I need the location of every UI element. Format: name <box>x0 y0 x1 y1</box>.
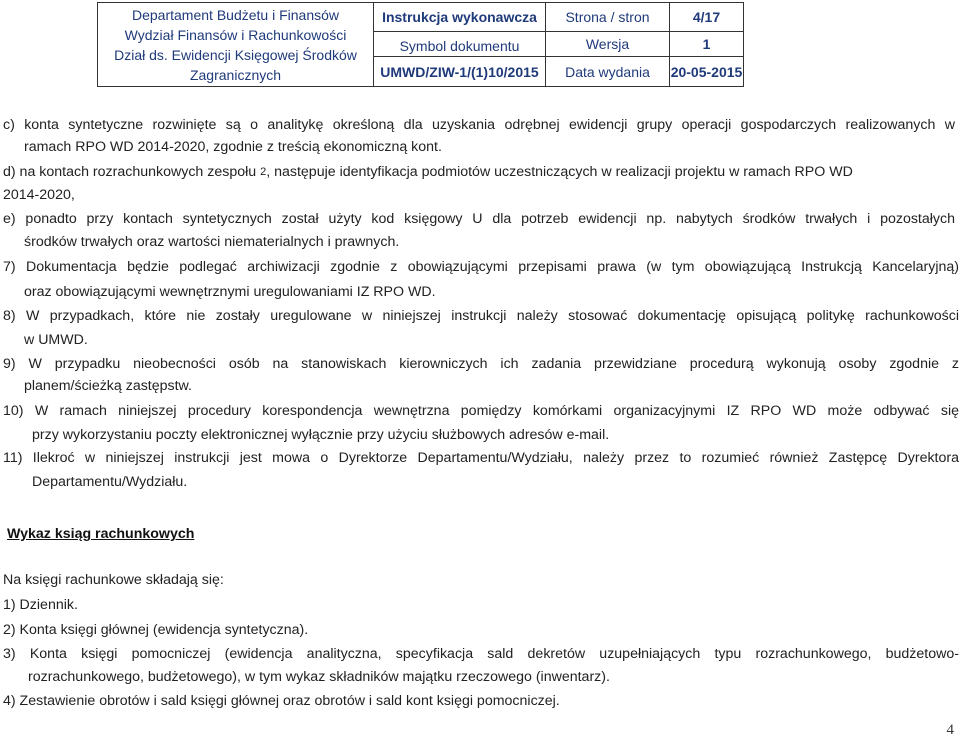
department-line-2: Wydział Finansów i Rachunkowości <box>124 26 347 43</box>
document-header-table <box>97 2 744 87</box>
page-number: 4 <box>946 722 954 738</box>
item-c-line-1: c) konta syntetyczne rozwinięte są o analitykę określoną dla uzyskania odrębnej ewidencji grupy operacji gospodarczych realizowanych w <box>3 117 955 133</box>
item-d-line-1: d) na kontach rozrachunkowych zespołu $^2$, następuje identyfikacja podmiotów uczestniczących w realizacji projektu w ramach RPO WD <box>3 164 853 180</box>
list-item-2: 2) Konta księgi głównej (ewidencja syntetyczna). <box>3 622 309 638</box>
symbol-value: UMWD/ZIW-1/(1)10/2015 <box>374 57 546 87</box>
page-label: Strona / stron <box>546 3 670 32</box>
point-9-line-1: 9) W przypadku nieobecności osób na stanowiskach kierowniczych ich zadania przewidziane procedurą wykonują osoby zgodnie z <box>3 356 959 372</box>
list-item-4: 4) Zestawienie obrotów i sald księgi głównej oraz obrotów i sald kont księgi pomocniczej. <box>3 693 560 709</box>
point-9-line-2: planem/ścieżką zastępstw. <box>24 378 192 394</box>
item-c-line-2: ramach RPO WD 2014-2020, zgodnie z treścią ekonomiczną kont. <box>24 139 442 155</box>
item-e-line-2: środków trwałych oraz wartości niematerialnych i prawnych. <box>24 234 400 250</box>
department-line-4: Zagranicznych <box>189 66 282 83</box>
list-item-3-line-1: 3) Konta księgi pomocniczej (ewidencja analityczna, specyfikacja sald dekretów uzupełniających typu rozrachunkowego, budżetowo- <box>3 646 959 662</box>
point-7-line-2: oraz obowiązującymi wewnętrznymi uregulowaniami IZ RPO WD. <box>24 284 436 300</box>
department-line-3: Dział ds. Ewidencji Księgowej Środków <box>114 46 357 63</box>
version-label: Wersja <box>546 32 670 57</box>
point-8-line-1: 8) W przypadkach, które nie zostały uregulowane w niniejszej instrukcji należy stosować dokumentację opisującą politykę rachunkowości <box>3 308 959 324</box>
list-item-1: 1) Dziennik. <box>3 597 78 613</box>
date-label: Data wydania <box>546 57 670 87</box>
department-cell <box>98 3 374 87</box>
point-10-line-2: przy wykorzystaniu poczty elektronicznej wyłącznie przy użyciu służbowych adresów e-mail. <box>32 427 610 443</box>
point-10-line-1: 10) W ramach niniejszej procedury korespondencja wewnętrzna pomiędzy komórkami organizacyjnymi IZ RPO WD może odbywać się <box>3 403 959 419</box>
item-e-line-1: e) ponadto przy kontach syntetycznych został użyty kod księgowy U dla potrzeb ewidencji np. nabytych środków trwałych i pozostałych <box>3 211 955 227</box>
point-7-line-1: 7) Dokumentacja będzie podlegać archiwizacji zgodnie z obowiązującymi przepisami prawa (w tym obowiązującą Instrukcją Kancelaryjną) <box>3 259 959 275</box>
point-8-line-2: w UMWD. <box>24 332 88 348</box>
symbol-label: Symbol dokumentu <box>374 32 546 57</box>
version-value: 1 <box>670 32 744 57</box>
department-line-1: Departament Budżetu i Finansów <box>132 6 339 23</box>
date-value: 20-05-2015 <box>670 57 744 87</box>
point-11-line-2: Departamentu/Wydziału. <box>32 474 188 490</box>
page-value: 4/17 <box>670 3 744 32</box>
section-heading: Wykaz ksiąg rachunkowych <box>7 526 195 542</box>
section-intro: Na księgi rachunkowe składają się: <box>3 572 224 588</box>
point-11-line-1: 11) Ilekroć w niniejszej instrukcji jest mowa o Dyrektorze Departamentu/Wydziału, należy przez to rozumieć również Zastępcę Dyrektora <box>3 450 959 466</box>
list-item-3-line-2: rozrachunkowego, budżetowego), w tym wykaz składników majątku rzeczowego (inwentarz). <box>28 669 610 685</box>
document-type: Instrukcja wykonawcza <box>374 3 546 32</box>
item-d-line-2: 2014-2020, <box>3 187 75 203</box>
superscript-number: 2 <box>260 166 267 178</box>
